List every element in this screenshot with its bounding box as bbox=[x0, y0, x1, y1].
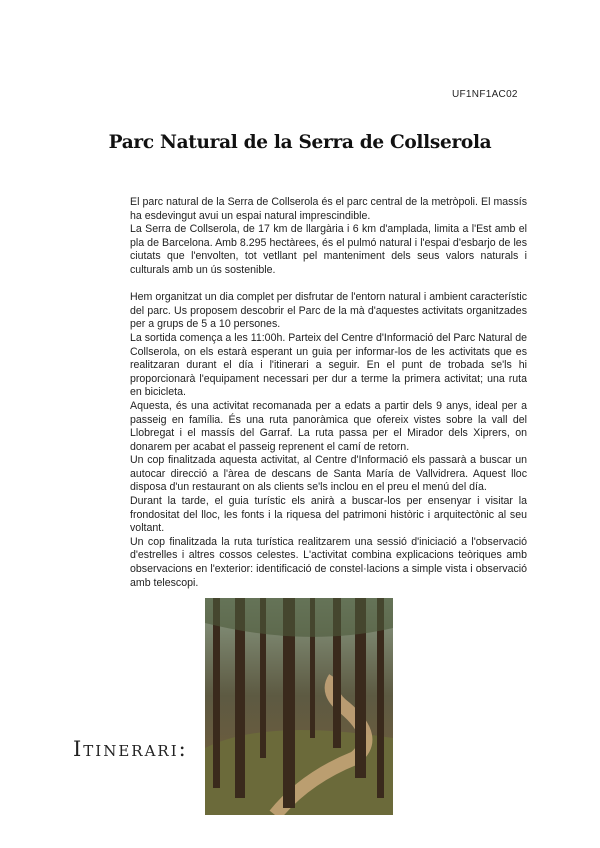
paragraph: Un cop finalitzada la ruta turística realitzarem una sessió d'iniciació a l'observació d'estrelles i altres cossos celestes. L'activitat combina explicacions teòriques amb observacions en l'exterior: identificació de constel·lacions a simple vista i observació amb telescopi. bbox=[130, 535, 527, 589]
paragraph: La sortida comença a les 11:00h. Parteix del Centre d'Informació del Parc Natural de Collserola, on els estarà esperant un guia per informar-los de les activitats que es realitzaran durant el día i l'itinerari a seguir. En el punt de trobada se'ls hi proporcionarà l'equipament necessari per dur a terme la primera activitat; una ruta en bicicleta. bbox=[130, 331, 527, 399]
section-heading-itinerari: Itinerari: bbox=[73, 737, 188, 761]
document-body bbox=[130, 196, 527, 590]
paragraph: Un cop finalitzada aquesta activitat, al Centre d'Informació els passarà a buscar un autocar direcció a l'àrea de descans de Santa María de Vallvidrera. Aquest lloc disposa d'un restaurant on als clients se'ls inclou en el preu el menú del día. bbox=[130, 454, 527, 494]
paragraph: Durant la tarde, el guia turístic els anirà a buscar-los per ensenyar i visitar la frondositat del lloc, les fonts i la riquesa del patrimoni històric i arquitectònic al seu voltant. bbox=[130, 495, 527, 535]
paragraph: La Serra de Collserola, de 17 km de llargària i 6 km d'amplada, limita a l'Est amb el pla de Barcelona. Amb 8.295 hectàrees, és el pulmó natural i l'espai d'esbarjo de les ciutats que l'envolten, tot vetllant pel manteniment dels seus valors naturals i culturals amb un ús sostenible. bbox=[130, 223, 527, 276]
forest-path-photo bbox=[205, 598, 393, 815]
paragraph: Hem organitzat un dia complet per disfrutar de l'entorn natural i ambient característic del parc. Us proposem descobrir el Parc de la mà d'aquestes activitats organitzades per a grups de 5 a 10 persones. bbox=[130, 291, 527, 331]
page-title: Parc Natural de la Serra de Collserola bbox=[108, 132, 492, 153]
paragraph: El parc natural de la Serra de Collserola és el parc central de la metròpoli. El massís ha esdevingut avui un espai natural imprescindible. bbox=[130, 196, 527, 222]
document-code: UF1NF1AC02 bbox=[452, 89, 518, 100]
paragraph: Aquesta, és una activitat recomanada per a edats a partir dels 9 anys, ideal per a passeig en família. És una ruta panoràmica que ofereix vistes sobre la vall del Llobregat i el massís del Garraf. La ruta passa per el Mirador dels Xiprers, on donarem per acabat el passeig reprenent el camí de retorn. bbox=[130, 399, 527, 453]
